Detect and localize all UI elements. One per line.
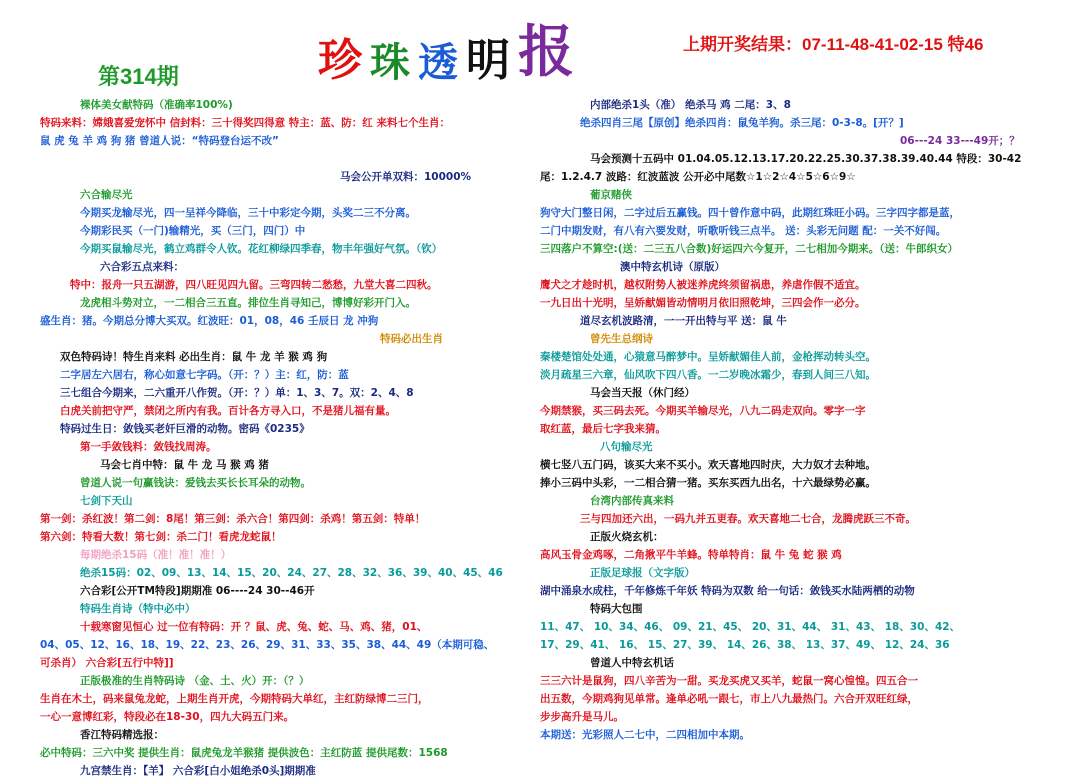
text-line: 香江特码精选报：: [80, 729, 164, 741]
title-char: 报: [518, 19, 574, 85]
text-line: 06---24 33---49开；？: [900, 135, 1020, 147]
text-line: 每期绝杀15码（准！准！准！）: [80, 549, 232, 561]
text-line: 十载寒窗见恒心 过一位有特码：开 ？鼠、虎、兔、蛇、马、鸡、猪，01、: [80, 621, 428, 633]
text-line: 特码生肖诗（特中必中）: [80, 603, 196, 615]
text-line: 内部绝杀1头（准） 绝杀马 鸡 二尾：3、8: [590, 99, 791, 111]
text-line: 道尽玄机波路清，一一开出特与平 送：鼠 牛: [580, 315, 787, 327]
text-line: 白虎关前把守严，禁闭之所内有我。百计各方寻入口，不是猪儿福有量。: [60, 405, 396, 417]
text-line: 横七竖八五门码，该买大来不买小。欢天喜地四时庆，大力奴才去种地。: [540, 459, 876, 471]
right-column: [540, 96, 1040, 741]
text-line: 04、05、12、16、18、19、22、23、26、29、31、33、35、38、44、49（本期可稳、: [40, 639, 495, 651]
text-line: 鹰犬之才趁时机，越权附势人被迷养虎终须留祸患，养虐作假不适宜。: [540, 279, 866, 291]
title-char: 透: [418, 39, 458, 86]
text-line: 正版极准的生肖特码诗 （金、土、火）开：（？）: [80, 675, 310, 687]
text-line: 双色特码诗！特生肖来料 必出生肖：鼠 牛 龙 羊 猴 鸡 狗: [60, 351, 328, 363]
text-line: 绝杀四肖三尾【原创】绝杀四肖：鼠兔羊狗。杀三尾：0-3-8。[开？]: [580, 117, 904, 129]
text-line: 葡京赌侠: [590, 189, 632, 201]
text-line: 六合彩[公开TM特段]期期准 06----24 30--46开: [80, 585, 315, 597]
text-line: 今期买鼠输尽光，鹤立鸡群令人钦。花红柳绿四季春，物丰年强好气氛。（钦）: [80, 243, 443, 255]
text-line: 盛生肖：猪。今期总分博大买双。红波旺：01，08，46 壬辰日 龙 冲狗: [40, 315, 379, 327]
text-line: 曾道人中特玄机话: [590, 657, 674, 669]
text-line: 龙虎相斗势对立，一二相合三五直。排位生肖寻知己，博博好彩开门入。: [80, 297, 416, 309]
text-line: 三与四加还六出，一码九并五更春。欢天喜地二七合，龙腾虎跃三不奇。: [580, 513, 916, 525]
text-line: 鼠 虎 兔 羊 鸡 狗 猪 曾道人说：“特码登台运不改”: [40, 135, 279, 147]
text-line: 曾道人说一句赢钱诀：爱钱去买长长耳朵的动物。: [80, 477, 311, 489]
last-draw-result: 上期开奖结果：07-11-48-41-02-15 特46: [683, 35, 984, 54]
text-line: 特码大包围: [590, 603, 643, 615]
text-line: 本期送：光彩照人二七中，二四相加中本期。: [540, 729, 750, 741]
text-line: 正版足球报（文字版）: [590, 567, 695, 579]
title-char: 珍: [318, 35, 362, 86]
text-line: 六合输尽光: [80, 189, 133, 201]
text-line: 绝杀15码：02、09、13、14、15、20、24、27、28、32、36、39、40、45、46: [80, 567, 503, 579]
text-line: 高风玉骨金鸡啄，二角揪平牛羊蜂。特单特肖：鼠 牛 兔 蛇 猴 鸡: [540, 549, 842, 561]
text-line: 取红蓝，最后七字我来猜。: [540, 423, 666, 435]
text-line: 特中：报舟一只五湖游，四八旺见四九留。三弯四转二愁愁，九堂大喜二四秋。: [70, 279, 438, 291]
text-line: 马会当天报（休门经）: [590, 387, 695, 399]
text-line: 今期禁猴，买三码去死。今期买羊输尽光，八九二码走双向。零字一字: [540, 405, 866, 417]
text-line: 11、47、 10、34、46、 09、21、45、 20、31、44、 31、43、 18、30、42、: [540, 621, 961, 633]
text-line: 七剑下天山: [80, 495, 133, 507]
text-line: 二门中期发财，有八有六要发财，听歌听钱三点半。 送：头彩无问题 配：一关不好闯。: [540, 225, 947, 237]
title-char: 明: [466, 35, 510, 86]
text-line: 澳中特玄机诗（原版）: [620, 261, 725, 273]
text-line: 特码必出生肖: [380, 333, 443, 345]
text-line: 今期买龙输尽光，四一呈祥今降临，三十中彩定今期，头奖二三不分离。: [80, 207, 416, 219]
text-line: 特码过生日：敛钱买老奸巨滑的动物。密码《0235》: [60, 423, 310, 435]
text-line: 今期彩民买（一门)输精光，买（三门，四门）中: [80, 225, 306, 237]
text-line: 必中特码：三六中奖 提供生肖：鼠虎兔龙羊猴猪 提供波色：主红防蓝 提供尾数：1568: [40, 747, 448, 759]
text-line: 第六剑：特看大数！第七剑：杀二门！看虎龙蛇鼠！: [40, 531, 282, 543]
text-line: 三四落户不算空:(送：二三五八合数)好运四六今复开，二七相加今期来。（送：牛郎织女）: [540, 243, 959, 255]
text-line: 第一剑：杀红波！第二剑：8尾！第三剑：杀六合！第四剑：杀鸡！第五剑：特单！: [40, 513, 426, 525]
text-line: 秦楼楚馆处处通，心猿意马醉梦中。呈娇献媚佳人前，金枪挥动转头空。: [540, 351, 876, 363]
text-line: 生肖在木土，码来鼠兔龙蛇，上期生肖开虎，今期特码大单红，主红防绿博二三门，: [40, 693, 429, 705]
text-line: 可杀肖） 六合彩[五行中特]]: [40, 657, 174, 669]
text-line: 捧小三码中头彩，一二相合猜一猪。买东买西九出名，十六最绿势必赢。: [540, 477, 876, 489]
text-line: 一心一意博红彩，特段必在18-30，四九大码五门来。: [40, 711, 295, 723]
text-line: 一九日出十光明，呈娇献媚皆动情明月依旧照乾坤，三四会作一必分。: [540, 297, 866, 309]
text-line: 特码来料：嫦娥喜爱宠怀中 信封料：三十得奖四得意 特主：蓝、防：红 来料七个生肖：: [40, 117, 450, 129]
text-line: 正版火烧玄机：: [590, 531, 664, 543]
text-line: 狗守大门整日闲，二字过后五赢钱。四十曾作意中码，此期红珠旺小码。三字四字都是蓝，: [540, 207, 960, 219]
text-line: 三七组合今期来，二六重开八作贺。（开：？）单：1、3、7。双：2、4、8: [60, 387, 414, 399]
text-line: 淡月疏星三六章，仙风吹下四八香。一二岁晚冰霜少，春到人间三八知。: [540, 369, 876, 381]
issue-number: 第314期: [98, 64, 179, 89]
text-line: 裸体美女献特码（准确率100%): [80, 99, 233, 111]
left-column: [40, 96, 510, 777]
text-line: 尾：1.2.4.7 波路：红波蓝波 公开必中尾数☆1☆2☆4☆5☆6☆9☆: [540, 171, 856, 183]
text-line: 九宫禁生肖：【羊】 六合彩[白小姐绝杀0头]期期准: [80, 765, 316, 777]
text-line: 台湾内部传真来料: [590, 495, 674, 507]
title-char: 珠: [370, 39, 410, 86]
text-line: 马会七肖中特：鼠 牛 龙 马 猴 鸡 猪: [100, 459, 269, 471]
text-line: 六合彩五点来料：: [100, 261, 184, 273]
newspaper-title: [318, 18, 582, 88]
text-line: [40, 150, 510, 168]
text-line: 出五数，今期鸡狗见单常。逢单必吼一跟七，市上八九最热门。六合开双旺红绿，: [540, 693, 918, 705]
text-line: 三三六计是鼠狗，四八辛苦为一甜。买龙买虎又买羊，蛇鼠一窝心惶惶。四五合一: [540, 675, 918, 687]
text-line: 马会预测十五码中 01.04.05.12.13.17.20.22.25.30.37.38.39.40.44 特段：30-42: [590, 153, 1022, 165]
text-line: 第一手敛钱料：敛钱找周涛。: [80, 441, 217, 453]
text-line: 17、29、41、 16、 15、27、39、 14、26、38、 13、37、49、 12、24、36: [540, 639, 950, 651]
text-line: 曾先生总纲诗: [590, 333, 653, 345]
text-line: 马会公开单双料：10000%: [340, 171, 472, 183]
text-line: 二字居左六居右，称心如意七字码。（开：？）主：红，防：蓝: [60, 369, 349, 381]
text-line: 湖中涌泉水成柱，千年修炼千年妖 特码为双数 给一句话：敛钱买水陆两栖的动物: [540, 585, 915, 597]
text-line: 步步高升是马儿。: [540, 711, 624, 723]
text-line: 八句输尽光: [600, 441, 653, 453]
